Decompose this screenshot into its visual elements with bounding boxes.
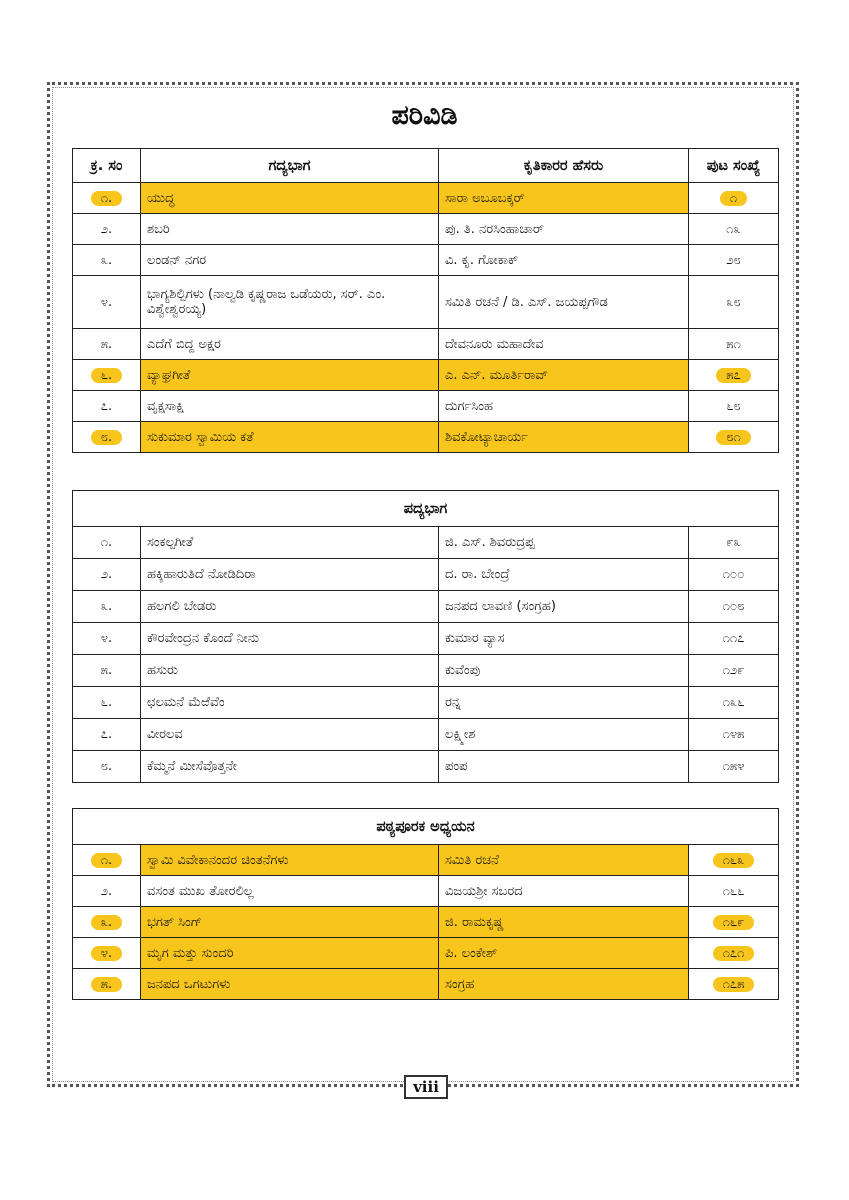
table-row: [73, 245, 779, 276]
row-page: ೧೦೦: [689, 559, 779, 591]
table-row: [73, 969, 779, 1000]
row-page: ೧೩೬: [689, 687, 779, 719]
row-number: ೨.: [73, 559, 141, 591]
row-page: ೧೭೫: [689, 969, 779, 1000]
row-page: ೧೪೫: [689, 719, 779, 751]
row-title: ವೀರಲವ: [141, 719, 439, 751]
row-author: ಜನಪದ ಲಾವಣಿ (ಸಂಗ್ರಹ): [439, 591, 689, 623]
table-row: [73, 719, 779, 751]
row-author: ವಿಜಯಶ್ರೀ ಸಬರದ: [439, 876, 689, 907]
row-number: ೧.: [73, 527, 141, 559]
table-row: [73, 183, 779, 214]
row-page: ೯೩: [689, 527, 779, 559]
row-title: ಭಗತ್ ಸಿಂಗ್: [141, 907, 439, 938]
row-page: ೮೧: [689, 422, 779, 453]
table-row: [73, 751, 779, 783]
row-number: ೪.: [73, 276, 141, 329]
row-author: ದುರ್ಗಸಿಂಹ: [439, 391, 689, 422]
row-number: ೪.: [73, 938, 141, 969]
header-serial: ಕ್ರ. ಸಂ: [73, 149, 141, 183]
row-number: ೩.: [73, 907, 141, 938]
row-number: ೮.: [73, 751, 141, 783]
row-author: ಜಿ. ರಾಮಕೃಷ್ಣ: [439, 907, 689, 938]
row-author: ಸಮಿತಿ ರಚನೆ / ಡಿ. ಎಸ್. ಜಯಪ್ಪಗೌಡ: [439, 276, 689, 329]
row-author: ಪು. ತಿ. ನರಸಿಂಹಾಚಾರ್: [439, 214, 689, 245]
row-number: ೨.: [73, 876, 141, 907]
row-number: ೫.: [73, 329, 141, 360]
row-number: ೩.: [73, 245, 141, 276]
row-page: ೧೦೮: [689, 591, 779, 623]
row-author: ಸಂಗ್ರಹ: [439, 969, 689, 1000]
row-page: ೧: [689, 183, 779, 214]
row-title: ಜನಪದ ಒಗಟುಗಳು: [141, 969, 439, 1000]
header-prose: ಗದ್ಯಭಾಗ: [141, 149, 439, 183]
row-author: ರನ್ನ: [439, 687, 689, 719]
row-page: ೧೨೯: [689, 655, 779, 687]
row-author: ಶಿವಕೋಟ್ಯಾಚಾರ್ಯ: [439, 422, 689, 453]
row-number: ೪.: [73, 623, 141, 655]
table-row: [73, 655, 779, 687]
table-row: [73, 214, 779, 245]
row-title: ಶಬರಿ: [141, 214, 439, 245]
row-title: ಸುಕುಮಾರ ಸ್ವಾಮಿಯ ಕತೆ: [141, 422, 439, 453]
table-row: [73, 938, 779, 969]
row-author: ಸಾರಾ ಅಬೂಬಕ್ಕರ್: [439, 183, 689, 214]
row-page: ೬೮: [689, 391, 779, 422]
row-author: ವಿ. ಕೃ. ಗೋಕಾಕ್: [439, 245, 689, 276]
row-page: ೧೧೭: [689, 623, 779, 655]
row-number: ೭.: [73, 719, 141, 751]
row-author: ಕುಮಾರ ವ್ಯಾಸ: [439, 623, 689, 655]
row-number: ೩.: [73, 591, 141, 623]
row-title: ಕೌರವೇಂದ್ರನ ಕೊಂದೆ ನೀನು: [141, 623, 439, 655]
row-title: ಛಲಮನೆ ಮೆಱೆವೆಂ: [141, 687, 439, 719]
row-number: ೬.: [73, 687, 141, 719]
row-title: ಎದೆಗೆ ಬಿದ್ದ ಅಕ್ಷರ: [141, 329, 439, 360]
row-page: ೩೮: [689, 276, 779, 329]
row-number: ೭.: [73, 391, 141, 422]
row-page: ೧೬೬: [689, 876, 779, 907]
table-row: [73, 559, 779, 591]
table-row: [73, 687, 779, 719]
table-row: [73, 623, 779, 655]
table-row: [73, 876, 779, 907]
section-title-poetry: ಪದ್ಯಭಾಗ: [73, 491, 779, 527]
table-row: [73, 329, 779, 360]
prose-table: [72, 148, 779, 453]
page-number: viii: [404, 1075, 448, 1099]
row-page: ೨೮: [689, 245, 779, 276]
row-title: ವೃಕ್ಷಸಾಕ್ಷಿ: [141, 391, 439, 422]
table-row: [73, 391, 779, 422]
row-title: ವ್ಯಾಘ್ರಗೀತೆ: [141, 360, 439, 391]
section-title-supplementary: ಪಠ್ಯಪೂರಕ ಅಧ್ಯಯನ: [73, 809, 779, 845]
table-row: [73, 527, 779, 559]
row-author: ಲಕ್ಷ್ಮೀಶ: [439, 719, 689, 751]
row-title: ಕೆಮ್ಮನೆ ಮೀಸೆವೊತ್ತನೇ: [141, 751, 439, 783]
header-page: ಪುಟ ಸಂಖ್ಯೆ: [689, 149, 779, 183]
row-number: ೫.: [73, 969, 141, 1000]
row-number: ೧.: [73, 845, 141, 876]
row-title: ಹಸುರು: [141, 655, 439, 687]
row-title: ವಸಂತ ಮುಖ ತೋರಲಿಲ್ಲ: [141, 876, 439, 907]
row-page: ೫೧: [689, 329, 779, 360]
row-page: ೧೭೧: [689, 938, 779, 969]
table-row: [73, 276, 779, 329]
row-number: ೨.: [73, 214, 141, 245]
row-number: ೬.: [73, 360, 141, 391]
row-title: ಯುದ್ಧ: [141, 183, 439, 214]
row-number: ೮.: [73, 422, 141, 453]
row-page: ೧೩: [689, 214, 779, 245]
row-author: ಪಂಪ: [439, 751, 689, 783]
table-row: [73, 360, 779, 391]
row-title: ಸ್ವಾಮಿ ವಿವೇಕಾನಂದರ ಚಿಂತನೆಗಳು: [141, 845, 439, 876]
row-page: ೫೭: [689, 360, 779, 391]
row-title: ಮೃಗ ಮತ್ತು ಸುಂದರಿ: [141, 938, 439, 969]
row-page: ೧೫೪: [689, 751, 779, 783]
row-number: ೫.: [73, 655, 141, 687]
row-title: ಹಕ್ಕಿಹಾರುತಿದೆ ನೋಡಿದಿರಾ: [141, 559, 439, 591]
row-author: ದ. ರಾ. ಬೇಂದ್ರೆ: [439, 559, 689, 591]
row-page: ೧೬೩: [689, 845, 779, 876]
row-number: ೧.: [73, 183, 141, 214]
table-row: [73, 907, 779, 938]
row-author: ಪಿ. ಲಂಕೇಶ್: [439, 938, 689, 969]
table-row: [73, 845, 779, 876]
table-row: [73, 591, 779, 623]
row-author: ಕುವೆಂಪು: [439, 655, 689, 687]
row-title: ಭಾಗ್ಯಶಿಲ್ಪಿಗಳು (ನಾಲ್ವಡಿ ಕೃಷ್ಣರಾಜ ಒಡೆಯರು, ಸರ್. ಎಂ. ವಿಶ್ವೇಶ್ವರಯ್ಯ): [141, 276, 439, 329]
row-title: ಲಂಡನ್ ನಗರ: [141, 245, 439, 276]
row-author: ಸಮಿತಿ ರಚನೆ: [439, 845, 689, 876]
poetry-table: [72, 490, 779, 783]
header-author: ಕೃತಿಕಾರರ ಹೆಸರು: [439, 149, 689, 183]
row-title: ಸಂಕಲ್ಪಗೀತೆ: [141, 527, 439, 559]
supplementary-table: [72, 808, 779, 1000]
row-page: ೧೬೯: [689, 907, 779, 938]
row-author: ಜಿ. ಎಸ್. ಶಿವರುದ್ರಪ್ಪ: [439, 527, 689, 559]
row-title: ಹಲಗಲಿ ಬೇಡರು: [141, 591, 439, 623]
page-title: ಪರಿವಿಡಿ: [391, 100, 458, 131]
row-author: ಎ. ಎನ್. ಮೂರ್ತಿರಾವ್: [439, 360, 689, 391]
table-row: [73, 422, 779, 453]
row-author: ದೇವನೂರು ಮಹಾದೇವ: [439, 329, 689, 360]
